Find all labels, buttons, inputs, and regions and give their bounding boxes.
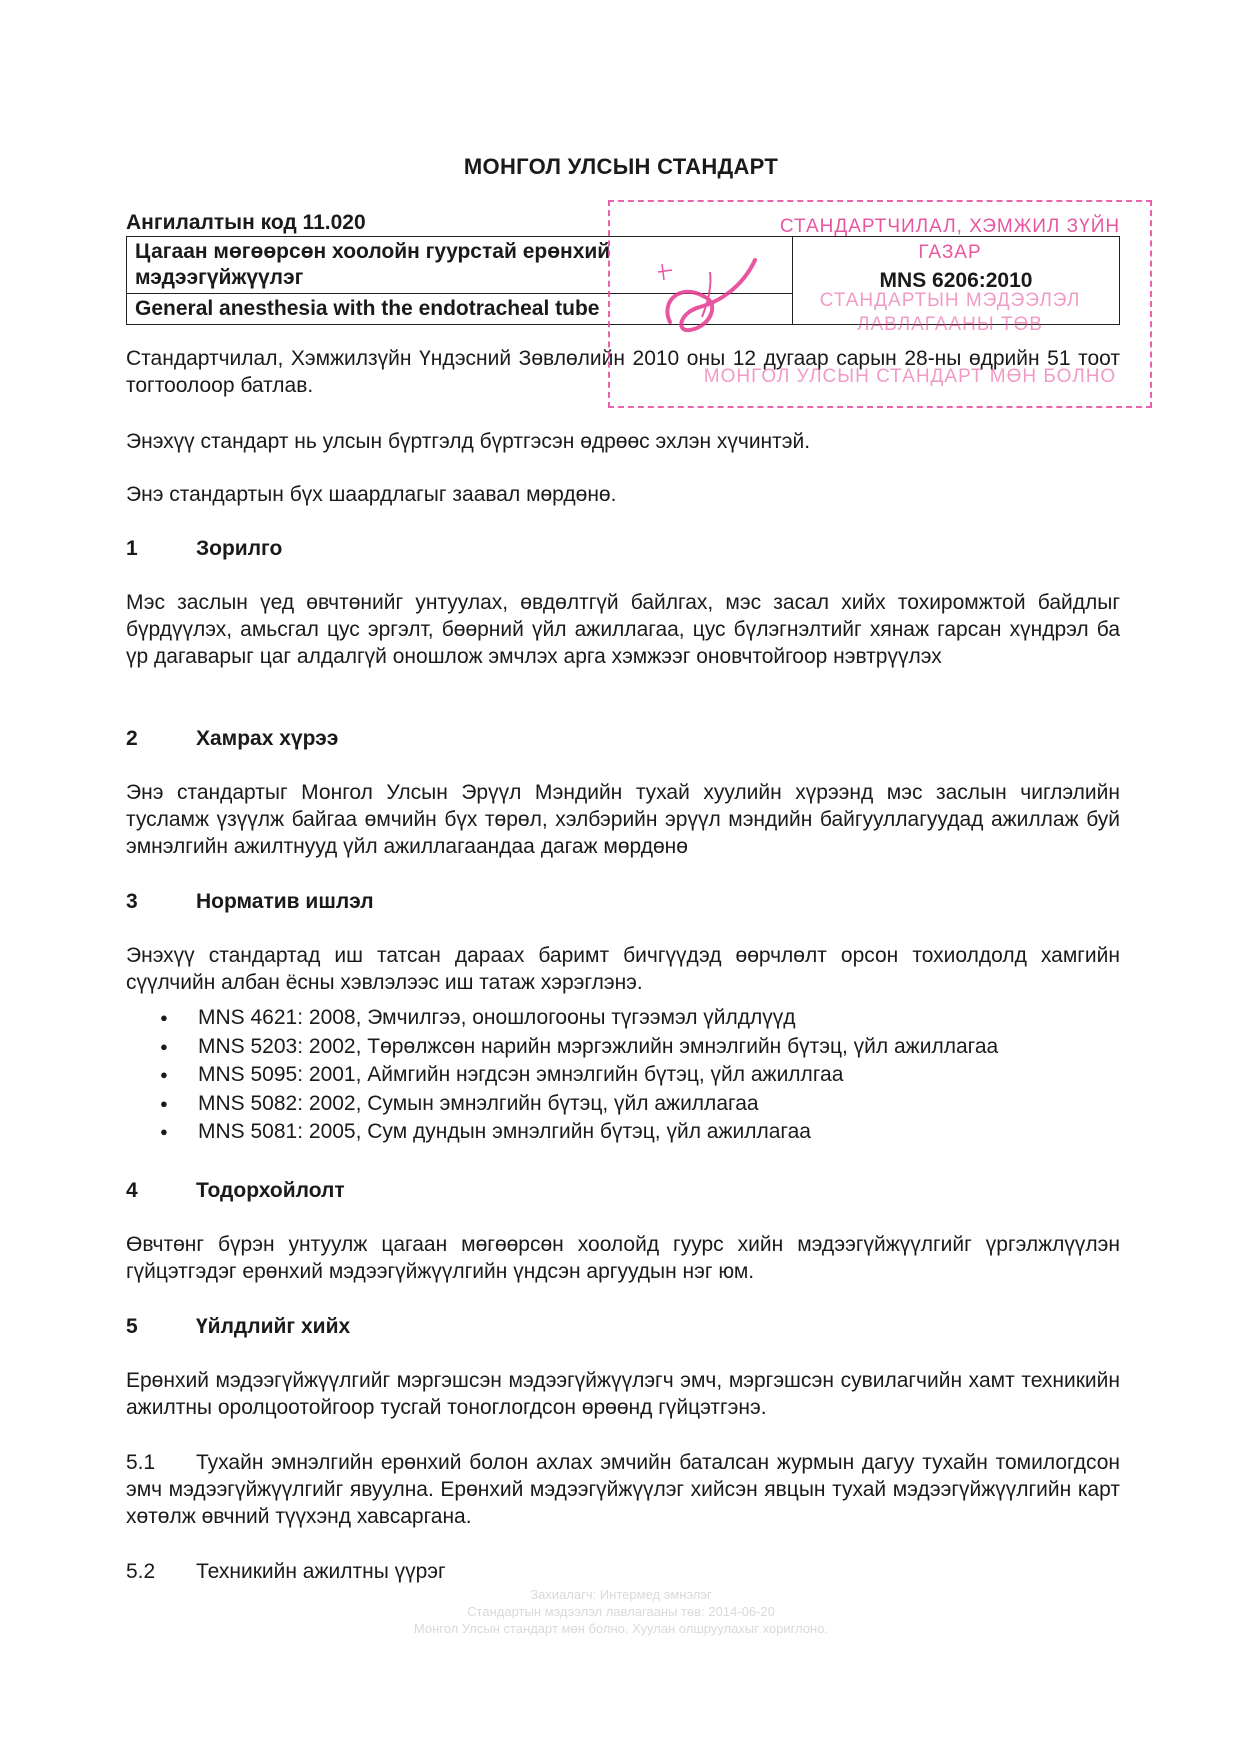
- section-5-1: [126, 1449, 1120, 1530]
- section-3-heading: [126, 888, 374, 915]
- section-4-text: Өвчтөнг бүрэн унтуулж цагаан мөгөөрсөн хоолойд гуурс хийн мэдээгүйжүүлгийг үргэлжлүүлэн гүйцэтгэдэг ерөнхий мэдээгүйжүүлгийн үндсэн аргуудын нэг юм.: [126, 1233, 1120, 1283]
- section-5-title: Үйлдлийг хийх: [196, 1315, 351, 1338]
- stamp-line-4: ЛАВЛАГААНЫ ТӨВ: [857, 314, 1043, 335]
- standard-name-mn-line-2: мэдээгүйжүүлэг: [135, 266, 304, 289]
- stamp-line-3: СТАНДАРТЫН МЭДЭЭЛЭЛ: [819, 290, 1081, 311]
- section-5-1-number: 5.1: [126, 1451, 156, 1474]
- standard-code-cell: MNS 6206:2010: [793, 237, 1120, 325]
- section-1-heading: [126, 535, 282, 562]
- intro-approval-paragraph: Стандартчилал, Хэмжилзүйн Үндэсний Зөвлөлийн 2010 оны 12 дугаар сарын 28-ны өдрийн 51 тоот тогтоолоор батлав.: [126, 347, 1120, 397]
- section-5-text: Ерөнхий мэдээгүйжүүлгийг мэргэшсэн мэдээгүйжүүлэгч эмч, мэргэшсэн сувилагчийн хамт техникийн ажилтны оролцоотойгоор тусгай тоноглогдсон өрөөнд гүйцэтгэнэ.: [126, 1369, 1120, 1419]
- list-item: ● MNS 5081: 2005, Сум дундын эмнэлгийн бүтэц, үйл ажиллагаа: [158, 1118, 998, 1147]
- watermark-line-3: Монгол Улсын стандарт мөн болно. Хуулан олшруулахыг хориглоно.: [413, 1621, 829, 1636]
- standard-name-en-cell: General anesthesia with the endotracheal tube: [127, 294, 793, 325]
- section-2-heading: [126, 725, 338, 752]
- intro-mandatory-paragraph: Энэ стандартын бүх шаардлагыг заавал мөрдөнө.: [126, 483, 617, 506]
- watermark-line-1: Захиалагч: Интермед эмнэлэг: [530, 1587, 712, 1602]
- official-stamp: [608, 200, 1152, 408]
- classification-code: Ангилалтын код 11.020: [126, 211, 366, 234]
- section-5-2-number: 5.2: [126, 1560, 156, 1583]
- stamp-line-5: МОНГОЛ УЛСЫН СТАНДАРТ МӨН БОЛНО: [703, 366, 1117, 387]
- list-item: ● MNS 5203: 2002, Төрөлжсөн нарийн мэргэжлийн эмнэлгийн бүтэц, үйл ажиллагаа: [158, 1033, 998, 1062]
- list-item: ● MNS 5082: 2002, Сумын эмнэлгийн бүтэц, үйл ажиллагаа: [158, 1090, 998, 1119]
- section-5-1-text: Тухайн эмнэлгийн ерөнхий болон ахлах эмчийн баталсан журмын дагуу тухайн томилогдсон эмч мэдээгүйжүүлгийг явуулна. Ерөнхий мэдээгүйжүүлэг хийсэн явцын тухай мэдээгүйжүүлгийн карт хөтөлж өвчний түүхэнд хавсаргана.: [126, 1451, 1120, 1528]
- section-4-title: Тодорхойлолт: [196, 1179, 345, 1202]
- standard-name-mn-line-1: Цагаан мөгөөрсөн хоолойн гуурстай ерөнхий: [135, 240, 611, 263]
- section-1-number: 1: [126, 537, 138, 560]
- intro-validity-paragraph: Энэхүү стандарт нь улсын бүртгэлд бүртгэсэн өдрөөс эхлэн хүчинтэй.: [126, 430, 811, 453]
- section-3-number: 3: [126, 890, 138, 913]
- watermark-line-2: Стандартын мэдээлэл лавлагааны төв: 2014-06-20: [467, 1604, 775, 1619]
- section-3-text: Энэхүү стандартад иш татсан дараах баримт бичгүүдэд өөрчлөлт орсон тохиолдолд хамгийн сүүлчийн албан ёсны хэвлэлээс иш татаж хэрэглэнэ.: [126, 944, 1120, 994]
- section-2-number: 2: [126, 727, 138, 750]
- section-1-text: Мэс заслын үед өвчтөнийг унтуулах, өвдөлтгүй байлгах, мэс засал хийх тохиромжтой байдлыг бүрдүүлэх, амьсгал цус эргэлт, бөөрний үйл ажиллагаа, цус бүлэгнэлтийг хянаж гарсан хүндрэл ба үр дагаварыг цаг алдалгүй оношлож эмчлэх арга хэмжээг оновчтойгоор нэвтрүүлэх: [126, 591, 1120, 668]
- document-title: МОНГОЛ УЛСЫН СТАНДАРТ: [463, 154, 779, 179]
- section-4-number: 4: [126, 1179, 138, 1202]
- section-2-text: Энэ стандартыг Монгол Улсын Эрүүл Мэндийн тухай хуулийн хүрээнд мэс заслын чиглэлийн тусламж үзүүлж байгаа өмчийн бүх төрөл, хэлбэрийн эрүүл мэндийн байгууллагуудад ажиллаж буй эмнэлгийн ажилтнууд үйл ажиллагаандаа дагаж мөрдөнө: [126, 781, 1120, 858]
- section-4-heading: [126, 1177, 345, 1204]
- section-2-title: Хамрах хүрээ: [196, 727, 339, 750]
- section-5-number: 5: [126, 1315, 138, 1338]
- section-3-title: Норматив ишлэл: [196, 890, 374, 913]
- list-item: ● MNS 5095: 2001, Аймгийн нэгдсэн эмнэлгийн бүтэц, үйл ажиллгаа: [158, 1061, 998, 1090]
- signature-icon: [650, 242, 770, 342]
- stamp-line-1: СТАНДАРТЧИЛАЛ, ХЭМЖИЛ ЗҮЙН: [779, 216, 1121, 237]
- list-item: ● MNS 4621: 2008, Эмчилгээ, оношлогооны түгээмэл үйлдлүүд: [158, 1004, 998, 1033]
- normative-references-list: [158, 1004, 998, 1147]
- section-1-title: Зорилго: [196, 537, 283, 560]
- section-5-2: [126, 1558, 1120, 1585]
- section-5-2-text: Техникийн ажилтны үүрэг: [196, 1560, 446, 1583]
- section-5-heading: [126, 1313, 350, 1340]
- stamp-line-2: ГАЗАР: [918, 242, 982, 263]
